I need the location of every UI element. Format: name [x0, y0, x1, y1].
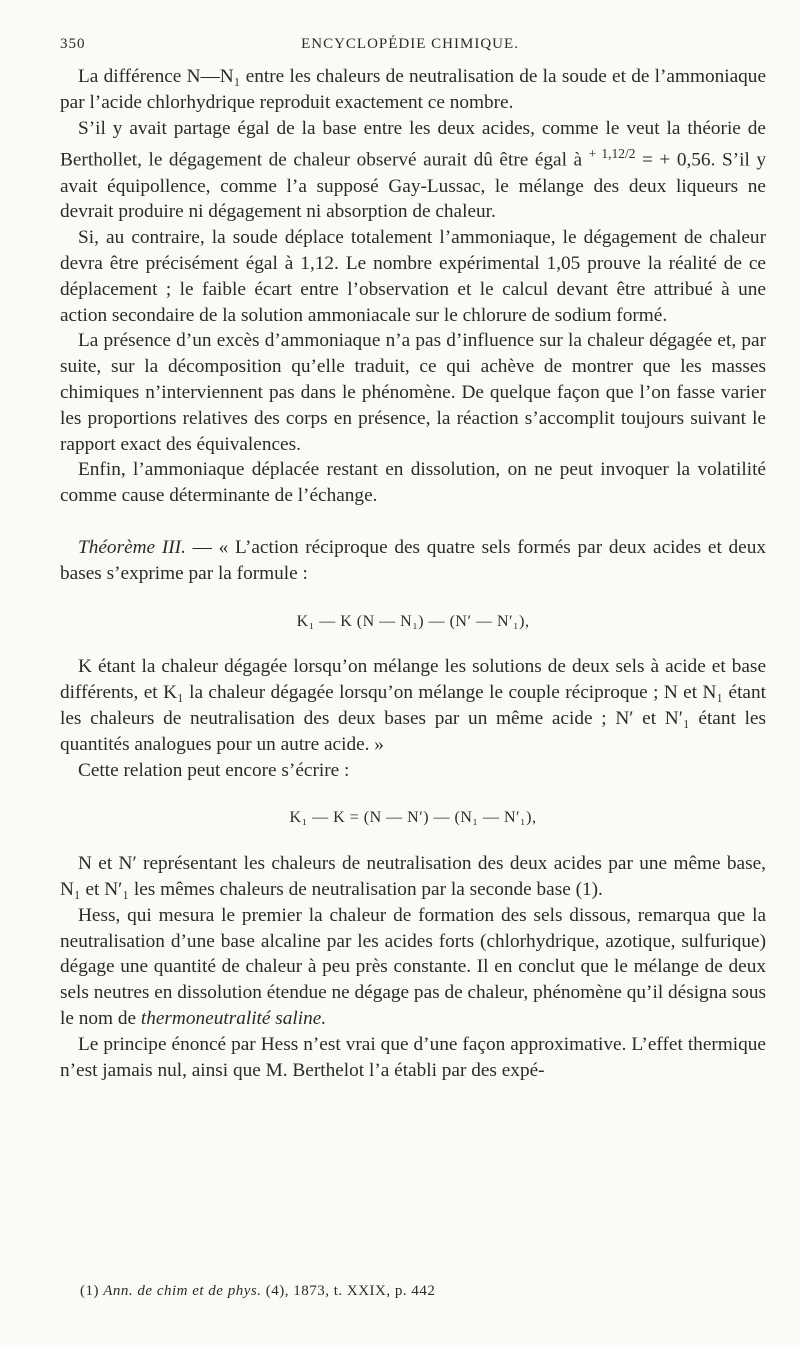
- text-run: S’il y avait partage égal de la base entre les deux acides, comme le veut la théorie de Berthollet, le dégagement de chaleur observé aurait dû être égal à: [60, 117, 766, 171]
- footnote-number: (1): [80, 1283, 99, 1299]
- paragraph: Si, au contraire, la soude déplace totalement l’ammoniaque, le dégagement de chaleur devra être précisément égal à 1,12. Le nombre expérimental 1,05 prouve la réalité de ce déplacement ; le faible écart entre l’observation et le calcul devant être attribué à une action secondaire de la solution ammoniacale sur le chlorure de sodium formé.: [60, 227, 766, 326]
- text-run: = + 0,56. S’il y avait équipollence, comme l’a supposé Gay-Lussac, le mélange des deux liqueurs ne devrait produire ni dégagement ni absorption de chaleur.: [60, 149, 766, 223]
- formula: K₁ — K = (N — N′) — (N₁ — N′₁),: [289, 809, 537, 827]
- paragraph: N et N′ représentant les chaleurs de neutralisation des deux acides par une même base, N₁ et N′₁ les mêmes chaleurs de neutralisation par la seconde base (1).: [60, 853, 766, 900]
- paragraph: [60, 116, 766, 226]
- body-text: [60, 64, 766, 1083]
- footnote-citation: (4), 1873, t. XXIX, p. 442: [261, 1283, 436, 1299]
- paragraph: La différence N—N₁ entre les chaleurs de neutralisation de la soude et de l’ammoniaque par l’acide chlorhydrique reproduit exactement ce nombre.: [60, 66, 766, 113]
- text-run: Hess, qui mesura le premier la chaleur de formation des sels dissous, remarqua que la neutralisation d’une base alcaline par les acides forts (chlorhydrique, azotique, sulfurique) dégage une quantité de chaleur à peu près constante. Il en conclut que le mélange de deux sels neutres en dissolution étendue ne dégage pas de chaleur, phénomène qu’il désigna sous le nom de: [60, 904, 767, 1029]
- footnote-journal: Ann. de chim et de phys.: [103, 1283, 262, 1299]
- paragraph: Cette relation peut encore s’écrire :: [78, 759, 350, 781]
- paragraph: Enfin, l’ammoniaque déplacée restant en dissolution, on ne peut invoquer la volatilité comme cause déterminante de l’échange.: [60, 459, 766, 507]
- fraction: + 1,12/2: [588, 146, 636, 162]
- page-header: [60, 36, 760, 58]
- paragraph: [60, 903, 766, 1032]
- paragraph: Le principe énoncé par Hess n’est vrai que d’une façon approximative. L’effet thermique n’est jamais nul, ainsi que M. Berthelot l’a établi par des expé-: [60, 1033, 766, 1081]
- paragraph: La présence d’un excès d’ammoniaque n’a pas d’influence sur la chaleur dégagée et, par suite, sur la décomposition qu’elle traduit, ce qui achève de montrer que les masses chimiques n’interviennent pas dans le phénomène. De quelque façon que l’on fasse varier les proportions relatives des corps en présence, la réaction s’accomplit toujours suivant le rapport exact des équivalences.: [60, 330, 766, 455]
- formula: K₁ — K (N — N₁) — (N′ — N′₁),: [296, 612, 530, 630]
- theorem-label: Théorème III.: [78, 536, 186, 558]
- theorem-text: — « L’action réciproque des quatre sels formés par deux acides et deux bases s’exprime par la formule :: [60, 536, 766, 584]
- theorem-paragraph: [60, 535, 766, 587]
- footnote: [80, 1283, 435, 1300]
- paragraph: K étant la chaleur dégagée lorsqu’on mélange les solutions de deux sels à acide et base différents, et K₁ la chaleur dégagée lorsqu’on mélange le couple réciproque ; N et N₁ étant les chaleurs de neutralisation des deux bases par un même acide ; N′ et N′₁ étant les quantités analogues pour un autre acide. »: [60, 656, 766, 755]
- running-title: ENCYCLOPÉDIE CHIMIQUE.: [301, 36, 519, 52]
- page-number: 350: [60, 36, 86, 52]
- italic-term: thermoneutralité saline.: [140, 1007, 327, 1029]
